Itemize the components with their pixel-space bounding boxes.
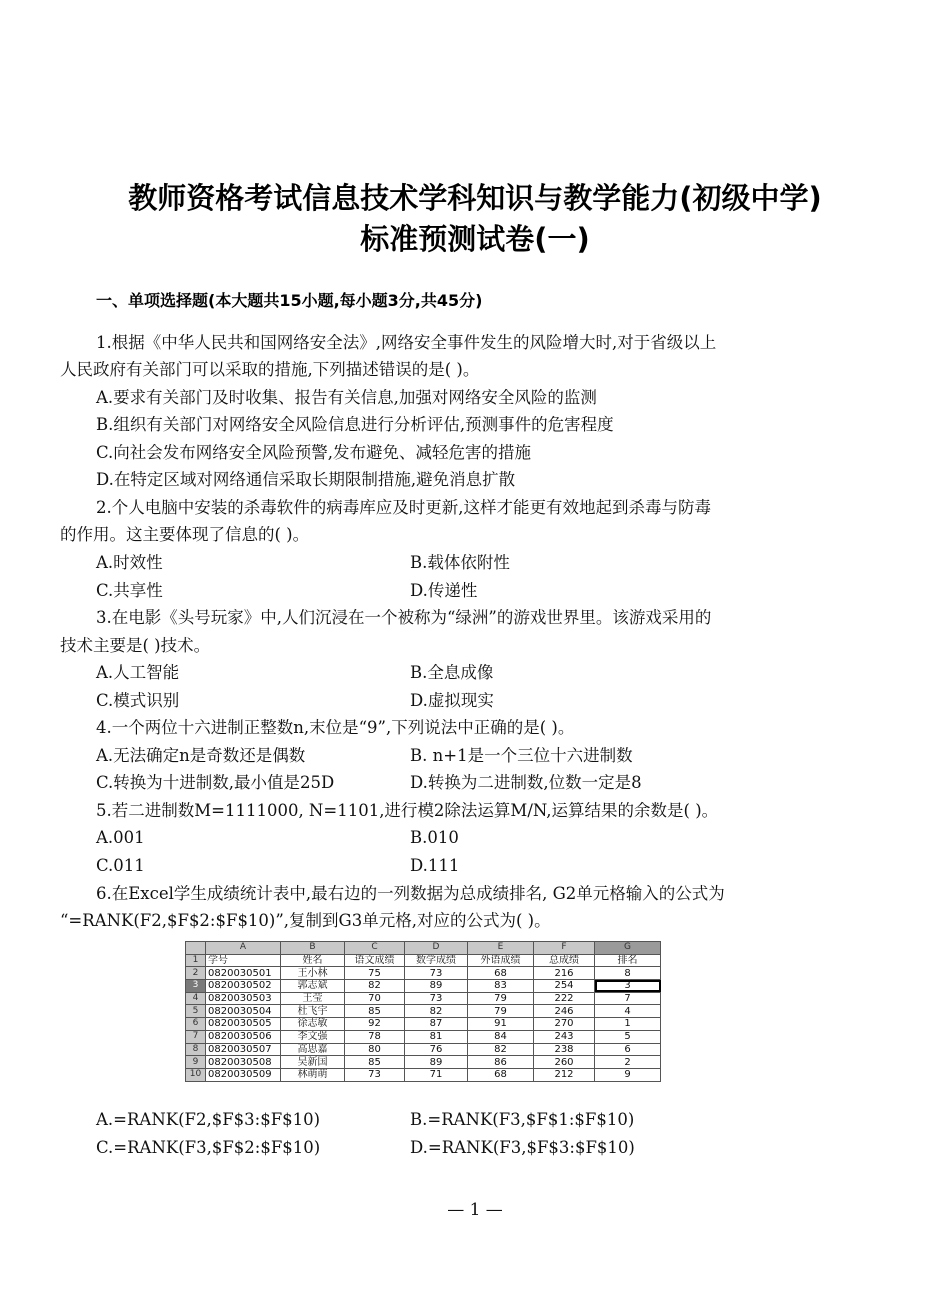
table-cell: 0820030502: [206, 980, 281, 993]
q6-option-c: C.=RANK(F3,$F$2:$F$10): [96, 1138, 321, 1157]
table-cell: 91: [468, 1018, 534, 1031]
q5-option-b: B.010: [410, 828, 459, 847]
column-header-row: [186, 942, 661, 955]
table-cell: 79: [468, 992, 534, 1005]
table-row: [186, 1043, 661, 1056]
row-header: 5: [186, 1005, 206, 1018]
table-cell: 85: [345, 1005, 405, 1018]
q2-stem-line2: 的作用。这主要体现了信息的( )。: [60, 525, 310, 544]
table-cell: 70: [345, 992, 405, 1005]
q3-option-b: B.全息成像: [410, 663, 494, 682]
q1-option-b: B.组织有关部门对网络安全风险信息进行分析评估,预测事件的危害程度: [96, 415, 614, 434]
table-cell: 82: [405, 1005, 468, 1018]
table-cell: 总成绩: [534, 954, 595, 967]
table-cell: 78: [345, 1030, 405, 1043]
table-row: [186, 1018, 661, 1031]
table-cell: 246: [534, 1005, 595, 1018]
exam-title-line1: 教师资格考试信息技术学科知识与教学能力(初级中学): [128, 181, 822, 215]
column-header: E: [468, 942, 534, 955]
q4-option-c: C.转换为十进制数,最小值是25D: [96, 773, 335, 792]
row-header: 7: [186, 1030, 206, 1043]
table-cell: 0820030505: [206, 1018, 281, 1031]
table-row: [186, 1030, 661, 1043]
table-cell: 270: [534, 1018, 595, 1031]
q3-option-a: A.人工智能: [96, 663, 180, 682]
table-cell: 高思嘉: [281, 1043, 345, 1056]
table-cell: 86: [468, 1056, 534, 1069]
table-cell: 7: [595, 992, 661, 1005]
q6-option-d: D.=RANK(F3,$F$3:$F$10): [410, 1138, 635, 1157]
table-cell: 李文强: [281, 1030, 345, 1043]
table-cell: 8: [595, 967, 661, 980]
table-cell: 王莹: [281, 992, 345, 1005]
table-cell: 82: [468, 1043, 534, 1056]
row-header: 9: [186, 1056, 206, 1069]
table-cell: 5: [595, 1030, 661, 1043]
q4-option-b: B. n+1是一个三位十六进制数: [410, 746, 633, 765]
row-header: 10: [186, 1068, 206, 1081]
table-cell: 79: [468, 1005, 534, 1018]
table-cell: 71: [405, 1068, 468, 1081]
spreadsheet-figure: [185, 941, 661, 1082]
q5-option-c: C.011: [96, 856, 145, 875]
q1-stem-line1: 1.根据《中华人民共和国网络安全法》,网络安全事件发生的风险增大时,对于省级以上: [96, 333, 717, 352]
table-cell: 92: [345, 1018, 405, 1031]
q3-option-d: D.虚拟现实: [410, 691, 494, 710]
q5-option-a: A.001: [96, 828, 145, 847]
table-cell: 73: [405, 967, 468, 980]
row-header: 8: [186, 1043, 206, 1056]
table-cell: 1: [595, 1018, 661, 1031]
column-header-selected: G: [595, 942, 661, 955]
q6-stem-line2: “=RANK(F2,$F$2:$F$10)”,复制到G3单元格,对应的公式为( )。: [60, 911, 551, 930]
q1-option-c: C.向社会发布网络安全风险预警,发布避免、减轻危害的措施: [96, 443, 532, 462]
table-cell: 排名: [595, 954, 661, 967]
table-cell: 学号: [206, 954, 281, 967]
table-cell: 82: [345, 980, 405, 993]
q5-option-d: D.111: [410, 856, 460, 875]
table-cell: 2: [595, 1056, 661, 1069]
q1-option-d: D.在特定区域对网络通信采取长期限制措施,避免消息扩散: [96, 470, 516, 489]
table-cell: 75: [345, 967, 405, 980]
table-cell: 85: [345, 1056, 405, 1069]
table-cell: 语文成绩: [345, 954, 405, 967]
column-header: A: [206, 942, 281, 955]
q4-option-d: D.转换为二进制数,位数一定是8: [410, 773, 642, 792]
q4-stem-line1: 4.一个两位十六进制正整数n,末位是“9”,下列说法中正确的是( )。: [96, 718, 575, 737]
column-header: F: [534, 942, 595, 955]
table-row: [186, 980, 661, 993]
table-cell: 郭志斌: [281, 980, 345, 993]
q1-option-a: A.要求有关部门及时收集、报告有关信息,加强对网络安全风险的监测: [96, 388, 597, 407]
table-cell: 4: [595, 1005, 661, 1018]
table-cell: 徐志敏: [281, 1018, 345, 1031]
table-cell: 0820030501: [206, 967, 281, 980]
table-cell: 81: [405, 1030, 468, 1043]
row-header: 6: [186, 1018, 206, 1031]
column-header: B: [281, 942, 345, 955]
row-header: 2: [186, 967, 206, 980]
row-header: 3: [186, 980, 206, 993]
table-row: [186, 1005, 661, 1018]
table-cell: 68: [468, 1068, 534, 1081]
table-cell: 吴新国: [281, 1056, 345, 1069]
table-cell: 68: [468, 967, 534, 980]
table-row: [186, 1056, 661, 1069]
table-cell: 260: [534, 1056, 595, 1069]
table-cell: 254: [534, 980, 595, 993]
table-cell: 89: [405, 1056, 468, 1069]
corner-cell: [186, 942, 206, 955]
q6-stem-line1: 6.在Excel学生成绩统计表中,最右边的一列数据为总成绩排名, G2单元格输入的公式为: [96, 884, 725, 903]
table-cell: 0820030508: [206, 1056, 281, 1069]
table-cell: 0820030504: [206, 1005, 281, 1018]
column-header: D: [405, 942, 468, 955]
table-cell: 89: [405, 980, 468, 993]
table-cell: 80: [345, 1043, 405, 1056]
page-number: — 1 —: [447, 1200, 503, 1220]
q4-option-a: A.无法确定n是奇数还是偶数: [96, 746, 306, 765]
table-cell: 222: [534, 992, 595, 1005]
table-cell: 数学成绩: [405, 954, 468, 967]
table-cell: 87: [405, 1018, 468, 1031]
q2-option-c: C.共享性: [96, 581, 163, 600]
q2-stem-line1: 2.个人电脑中安装的杀毒软件的病毒库应及时更新,这样才能更有效地起到杀毒与防毒: [96, 498, 711, 517]
table-cell: 林萌萌: [281, 1068, 345, 1081]
table-cell: 0820030509: [206, 1068, 281, 1081]
q3-stem-line2: 技术主要是( )技术。: [60, 636, 211, 655]
table-cell: 76: [405, 1043, 468, 1056]
table-cell: 杜飞宇: [281, 1005, 345, 1018]
q1-stem-line2: 人民政府有关部门可以采取的措施,下列描述错误的是( )。: [60, 360, 480, 379]
table-row: [186, 992, 661, 1005]
column-header: C: [345, 942, 405, 955]
table-cell: 9: [595, 1068, 661, 1081]
table-cell: 6: [595, 1043, 661, 1056]
table-cell: 73: [345, 1068, 405, 1081]
table-cell: 王小林: [281, 967, 345, 980]
table-cell: 212: [534, 1068, 595, 1081]
q2-option-b: B.载体依附性: [410, 553, 510, 572]
table-cell: 84: [468, 1030, 534, 1043]
q6-option-a: A.=RANK(F2,$F$3:$F$10): [96, 1110, 321, 1129]
table-row: [186, 1068, 661, 1081]
table-cell: 0820030507: [206, 1043, 281, 1056]
table-cell: 216: [534, 967, 595, 980]
row-header: 4: [186, 992, 206, 1005]
q5-stem-line1: 5.若二进制数M=1111000, N=1101,进行模2除法运算M/N,运算结果的余数是( )。: [96, 801, 719, 820]
table-cell: 73: [405, 992, 468, 1005]
table-cell: 姓名: [281, 954, 345, 967]
q2-option-a: A.时效性: [96, 553, 163, 572]
table-cell: 外语成绩: [468, 954, 534, 967]
q3-option-c: C.模式识别: [96, 691, 180, 710]
table-cell: 0820030503: [206, 992, 281, 1005]
table-row: [186, 954, 661, 967]
row-header: 1: [186, 954, 206, 967]
q6-option-b: B.=RANK(F3,$F$1:$F$10): [410, 1110, 635, 1129]
exam-title-line2: 标准预测试卷(一): [360, 222, 590, 256]
table-row: [186, 967, 661, 980]
table-cell: 238: [534, 1043, 595, 1056]
section-heading: 一、单项选择题(本大题共15小题,每小题3分,共45分): [96, 291, 483, 310]
table-cell: 0820030506: [206, 1030, 281, 1043]
q2-option-d: D.传递性: [410, 581, 478, 600]
table-cell: 243: [534, 1030, 595, 1043]
q3-stem-line1: 3.在电影《头号玩家》中,人们沉浸在一个被称为“绿洲”的游戏世界里。该游戏采用的: [96, 608, 712, 627]
table-cell: 83: [468, 980, 534, 993]
table-cell: 3: [595, 980, 661, 993]
